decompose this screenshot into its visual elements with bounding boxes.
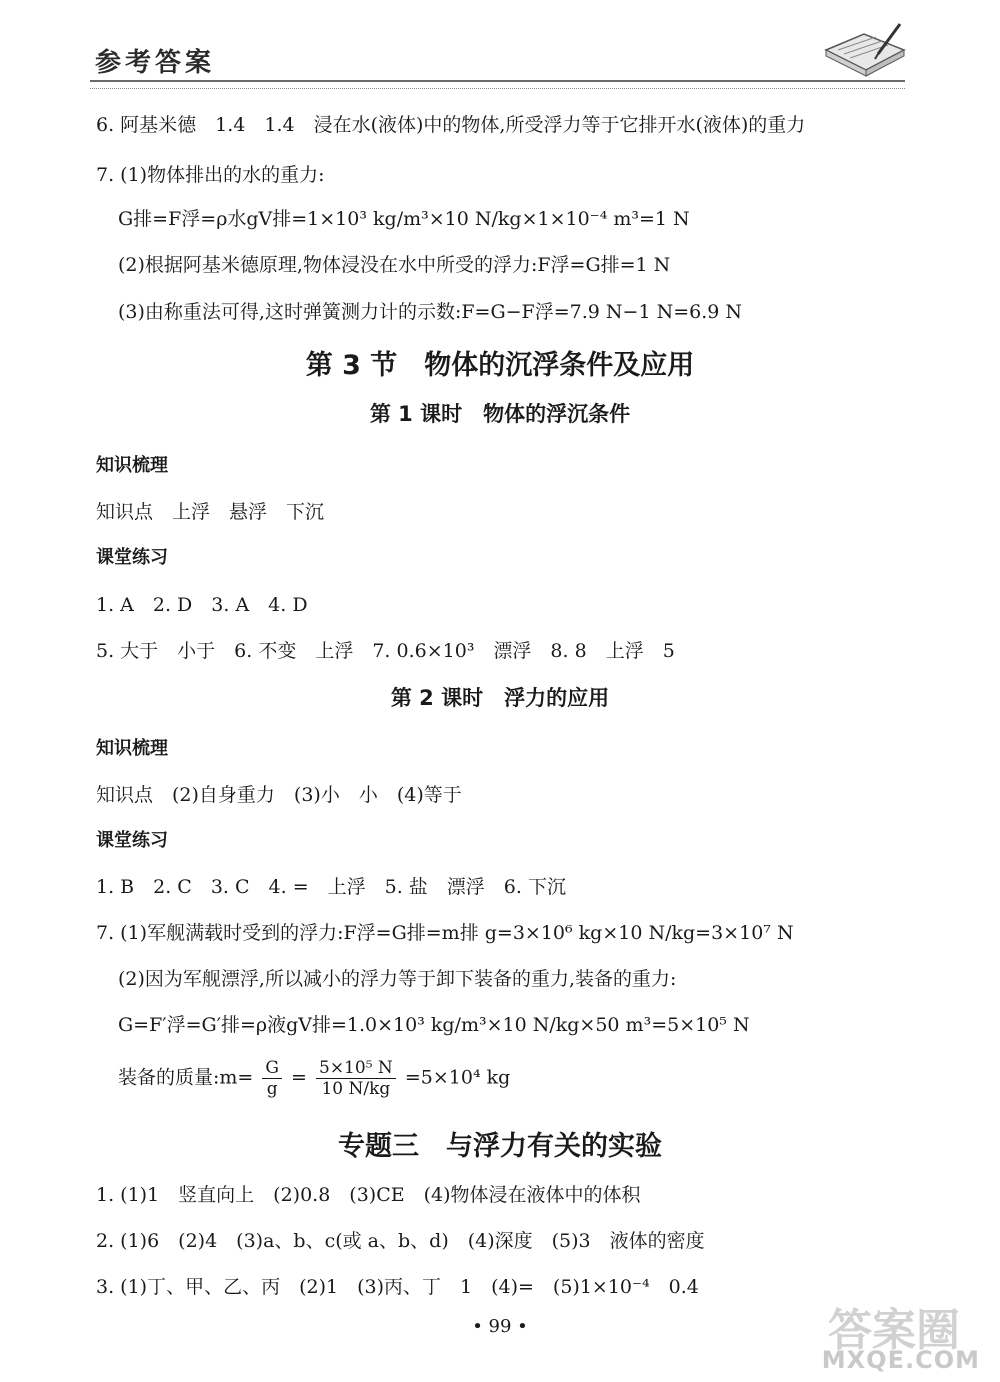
lesson-title: 第 1 课时 物体的浮沉条件 — [369, 402, 631, 426]
fraction-numerator: G — [262, 1058, 282, 1079]
practice-line: 1. A 2. D 3. A 4. D — [96, 594, 308, 616]
lesson-title: 第 2 课时 浮力的应用 — [390, 686, 610, 710]
practice-line: 5. 大于 小于 6. 不变 上浮 7. 0.6×10³ 漂浮 8. 8 上浮 5 — [96, 640, 675, 662]
topic-answer: 1. (1)1 竖直向上 (2)0.8 (3)CE (4)物体浸在液体中的体积 — [96, 1184, 641, 1206]
page-number: • 99 • — [472, 1316, 528, 1337]
topic-answer: 2. (1)6 (2)4 (3)a、b、c(或 a、b、d) (4)深度 (5)3 液体的密度 — [96, 1230, 705, 1252]
practice-line: 1. B 2. C 3. C 4. = 上浮 5. 盐 漂浮 6. 下沉 — [96, 876, 566, 898]
knowledge-label: 知识梳理 — [96, 738, 168, 759]
header-title: 参考答案 — [95, 48, 216, 78]
watermark-cn: 答案圈 — [828, 1305, 960, 1356]
watermark-en: MXQE.COM — [821, 1346, 980, 1374]
formula-line: G=F′浮=G′排=ρ液gV排=1.0×10³ kg/m³×10 N/kg×50 m³=5×10⁵ N — [118, 1014, 750, 1036]
answer-line: 6. 阿基米德 1.4 1.4 浸在水(液体)中的物体,所受浮力等于它排开水(液体)的重力 — [96, 114, 806, 136]
answer-line: 7. (1)物体排出的水的重力: — [96, 164, 325, 186]
mass-result: =5×10⁴ kg — [404, 1066, 511, 1089]
equals-sign: = — [291, 1066, 307, 1089]
knowledge-line: 知识点 (2)自身重力 (3)小 小 (4)等于 — [96, 784, 462, 806]
topic-title: 专题三 与浮力有关的实验 — [338, 1131, 662, 1162]
fraction-denominator: 10 N/kg — [321, 1079, 391, 1099]
fraction-g-over-g — [262, 1058, 282, 1099]
practice-line: (2)因为军舰漂浮,所以减小的浮力等于卸下装备的重力,装备的重力: — [118, 968, 677, 990]
knowledge-line: 知识点 上浮 悬浮 下沉 — [96, 501, 325, 523]
answer-line: (3)由称重法可得,这时弹簧测力计的示数:F=G−F浮=7.9 N−1 N=6.9 N — [118, 301, 743, 323]
practice-label: 课堂练习 — [96, 547, 168, 568]
knowledge-label: 知识梳理 — [96, 455, 168, 476]
fraction-values — [316, 1058, 396, 1099]
practice-line: 7. (1)军舰满载时受到的浮力:F浮=G排=m排 g=3×10⁶ kg×10 N/kg=3×10⁷ N — [96, 922, 794, 944]
answer-line: (2)根据阿基米德原理,物体浸没在水中所受的浮力:F浮=G排=1 N — [118, 254, 671, 276]
watermark — [790, 1290, 990, 1380]
mass-formula — [118, 1058, 510, 1099]
topic-answer: 3. (1)丁、甲、乙、丙 (2)1 (3)丙、丁 1 (4)= (5)1×10⁻⁴ 0.4 — [96, 1276, 699, 1298]
fraction-denominator: g — [266, 1079, 278, 1099]
mass-prefix: 装备的质量:m= — [118, 1066, 254, 1089]
fraction-numerator: 5×10⁵ N — [316, 1058, 396, 1079]
section-title: 第 3 节 物体的沉浮条件及应用 — [305, 350, 695, 381]
practice-label: 课堂练习 — [96, 830, 168, 851]
formula-line: G排=F浮=ρ水gV排=1×10³ kg/m³×10 N/kg×1×10⁻⁴ m³=1 N — [118, 208, 690, 230]
